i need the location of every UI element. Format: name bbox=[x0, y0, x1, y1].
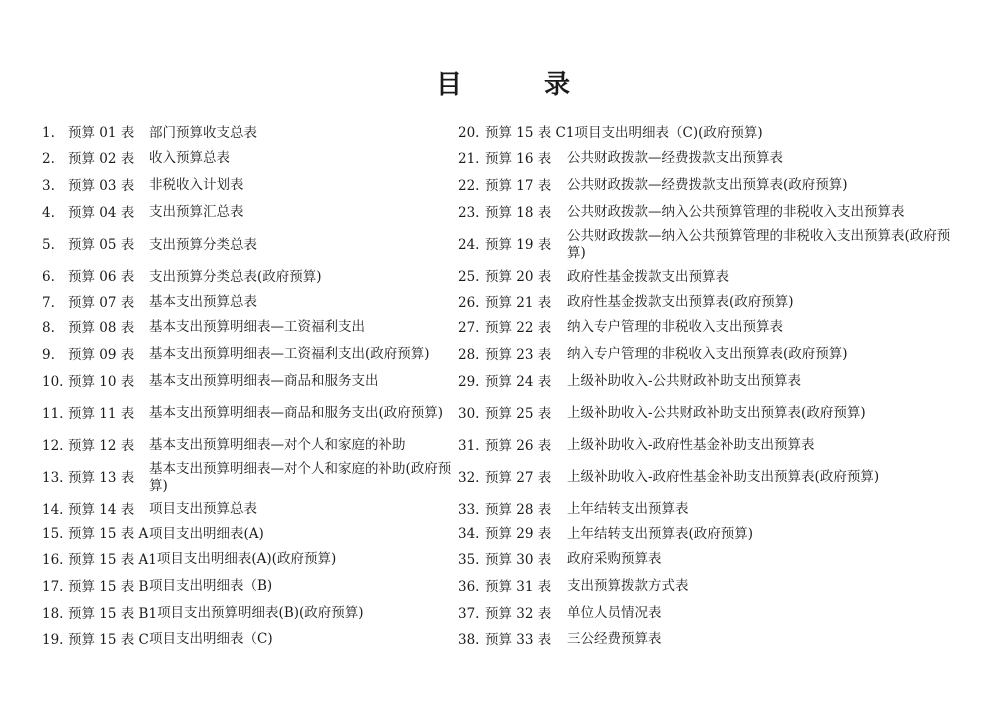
toc-entry-title: 支出预算分类总表 bbox=[149, 236, 257, 253]
toc-entry-title: 基本支出预算总表 bbox=[149, 294, 257, 310]
toc-entry-code: 预算 22 表 bbox=[485, 319, 552, 336]
toc-entry-title: 三公经费预算表 bbox=[567, 631, 662, 647]
toc-entry-title: 项目支出明细表（B) bbox=[149, 578, 273, 594]
toc-entry-number: 3. bbox=[42, 177, 55, 194]
toc-entry-code: 预算 29 表 bbox=[485, 526, 552, 542]
toc-entry bbox=[458, 199, 968, 226]
toc-entry-number: 5. bbox=[42, 237, 55, 253]
toc-entry-number: 1. bbox=[42, 125, 55, 141]
toc-entry bbox=[42, 315, 452, 340]
toc-entry bbox=[458, 226, 968, 264]
toc-entry-code: 预算 15 表 A bbox=[68, 526, 149, 542]
toc-entry-number: 17. bbox=[42, 578, 64, 595]
toc-entry bbox=[458, 264, 968, 290]
toc-entry-code: 预算 21 表 bbox=[485, 294, 552, 311]
toc-entry-title: 项目支出明细表（C)(政府预算) bbox=[574, 124, 763, 141]
toc-entry-number: 11. bbox=[42, 405, 64, 422]
toc-entry-title: 支出预算拨款方式表 bbox=[567, 578, 689, 594]
toc-entry-code: 预算 14 表 bbox=[68, 501, 135, 518]
toc-entry-code: 预算 03 表 bbox=[68, 177, 135, 194]
toc-entry-title: 公共财政拨款—经费拨款支出预算表(政府预算) bbox=[567, 177, 848, 193]
toc-entry-code: 预算 15 表 B bbox=[68, 578, 149, 595]
toc-entry-title: 上级补助收入-公共财政补助支出预算表(政府预算) bbox=[567, 405, 866, 421]
toc-entry bbox=[42, 458, 452, 497]
toc-entry bbox=[42, 145, 452, 172]
toc-entry-number: 22. bbox=[458, 177, 480, 194]
toc-entry-number: 23. bbox=[458, 204, 480, 221]
toc-entry-title: 上年结转支出预算表(政府预算) bbox=[567, 525, 754, 542]
toc-entry-number: 28. bbox=[458, 346, 480, 363]
toc-entry-code: 预算 01 表 bbox=[68, 125, 135, 141]
toc-entry-number: 19. bbox=[42, 631, 64, 648]
toc-entry-code: 预算 05 表 bbox=[68, 237, 135, 253]
toc-entry-title: 政府性基金拨款支出预算表 bbox=[567, 268, 729, 285]
toc-entry-number: 33. bbox=[458, 501, 480, 518]
toc-entry-title: 基本支出预算明细表—工资福利支出(政府预算) bbox=[149, 346, 430, 362]
toc-entry-number: 10. bbox=[42, 373, 64, 390]
toc-entry bbox=[458, 573, 968, 600]
toc-entry bbox=[42, 600, 452, 627]
toc-entry bbox=[458, 458, 968, 497]
toc-entry bbox=[458, 145, 968, 172]
toc-entry bbox=[42, 264, 452, 290]
toc-entry bbox=[42, 121, 452, 145]
toc-entry-code: 预算 16 表 bbox=[485, 150, 552, 167]
toc-entry-number: 14. bbox=[42, 501, 64, 518]
toc-entry-code: 预算 12 表 bbox=[68, 437, 135, 454]
toc-entry-title: 基本支出预算明细表—工资福利支出 bbox=[149, 319, 365, 335]
toc-entry bbox=[42, 433, 452, 458]
toc-entry bbox=[458, 315, 968, 340]
toc-entry-number: 25. bbox=[458, 269, 480, 285]
toc-entry-number: 37. bbox=[458, 605, 480, 622]
toc-entry-code: 预算 11 表 bbox=[68, 405, 135, 422]
toc-entry-number: 32. bbox=[458, 469, 480, 486]
toc-entry bbox=[458, 172, 968, 199]
toc-entry-code: 预算 33 表 bbox=[485, 631, 552, 648]
toc-entry-title: 基本支出预算明细表—对个人和家庭的补助 bbox=[149, 437, 406, 453]
toc-entry-number: 16. bbox=[42, 551, 64, 568]
toc-entry bbox=[458, 522, 968, 546]
toc-entry bbox=[42, 172, 452, 199]
toc-entry-number: 20. bbox=[458, 125, 480, 141]
toc-entry bbox=[42, 199, 452, 226]
toc-entry-title: 公共财政拨款—经费拨款支出预算表 bbox=[567, 150, 783, 166]
toc-entry bbox=[458, 627, 968, 652]
toc-entry bbox=[458, 369, 968, 394]
toc-entry-code: 预算 32 表 bbox=[485, 605, 552, 622]
toc-entry-number: 34. bbox=[458, 526, 480, 542]
toc-entry-code: 预算 28 表 bbox=[485, 501, 552, 518]
toc-entry-title: 基本支出预算明细表—商品和服务支出 bbox=[149, 373, 379, 389]
toc-entry-title: 部门预算收支总表 bbox=[149, 124, 257, 141]
toc-entry-code: 预算 18 表 bbox=[485, 204, 552, 221]
toc-entry-code: 预算 19 表 bbox=[485, 237, 552, 253]
toc-entry-number: 24. bbox=[458, 237, 480, 253]
toc-entry-code: 预算 06 表 bbox=[68, 269, 135, 285]
toc-entry bbox=[458, 290, 968, 315]
toc-entry-title: 项目支出明细表（C) bbox=[149, 631, 273, 647]
toc-entry-code: 预算 08 表 bbox=[68, 319, 135, 336]
toc-entry-title: 支出预算汇总表 bbox=[149, 204, 244, 220]
toc-entry-code: 预算 24 表 bbox=[485, 373, 552, 390]
toc-entry-number: 8. bbox=[42, 319, 55, 336]
toc-entry bbox=[458, 600, 968, 627]
toc-entry-code: 预算 02 表 bbox=[68, 150, 135, 167]
toc-entry-title: 公共财政拨款—纳入公共预算管理的非税收入支出预算表 bbox=[567, 204, 905, 220]
toc-entry-number: 35. bbox=[458, 551, 480, 568]
toc-column-right bbox=[458, 121, 968, 652]
toc-entry-number: 6. bbox=[42, 269, 55, 285]
toc-entry-title: 纳入专户管理的非税收入支出预算表 bbox=[567, 319, 783, 335]
toc-entry-number: 4. bbox=[42, 204, 55, 221]
toc-entry bbox=[458, 121, 968, 145]
toc-column-left bbox=[42, 121, 452, 652]
toc-entry bbox=[42, 627, 452, 652]
toc-entry-code: 预算 31 表 bbox=[485, 578, 552, 595]
toc-entry-code: 预算 09 表 bbox=[68, 346, 135, 363]
toc-entry-title: 项目支出预算总表 bbox=[149, 501, 257, 517]
toc-entry bbox=[42, 497, 452, 522]
toc-entry bbox=[42, 573, 452, 600]
toc-entry-code: 预算 15 表 C bbox=[68, 631, 149, 648]
toc-entry-title: 纳入专户管理的非税收入支出预算表(政府预算) bbox=[567, 346, 848, 362]
toc-entry-code: 预算 23 表 bbox=[485, 346, 552, 363]
toc-entry-title: 公共财政拨款—纳入公共预算管理的非税收入支出预算表(政府预算) bbox=[567, 228, 951, 261]
toc-entry-code: 预算 25 表 bbox=[485, 405, 552, 422]
toc-entry-title: 政府采购预算表 bbox=[567, 551, 662, 567]
toc-entry-code: 预算 07 表 bbox=[68, 294, 135, 311]
toc-entry-number: 2. bbox=[42, 150, 55, 167]
toc-entry-title: 上级补助收入-公共财政补助支出预算表 bbox=[567, 373, 802, 389]
page-title: 目 录 bbox=[435, 70, 598, 100]
toc-entry bbox=[42, 546, 452, 573]
toc-entry-number: 15. bbox=[42, 526, 64, 542]
toc-entry bbox=[42, 394, 452, 433]
toc-entry bbox=[42, 226, 452, 264]
toc-entry bbox=[458, 433, 968, 458]
toc-entry-number: 36. bbox=[458, 578, 480, 595]
toc-entry-number: 9. bbox=[42, 346, 55, 363]
toc-entry bbox=[42, 340, 452, 369]
toc-entry-code: 预算 15 表 A1 bbox=[68, 551, 157, 568]
toc-entry-title: 项目支出明细表(A) bbox=[149, 525, 264, 542]
toc-entry-number: 13. bbox=[42, 469, 64, 486]
toc-entry-code: 预算 15 表 B1 bbox=[68, 605, 158, 622]
toc-entry-code: 预算 17 表 bbox=[485, 177, 552, 194]
toc-entry-code: 预算 30 表 bbox=[485, 551, 552, 568]
toc-entry-title: 单位人员情况表 bbox=[567, 605, 662, 621]
toc-entry-code: 预算 20 表 bbox=[485, 269, 552, 285]
toc-entry bbox=[458, 340, 968, 369]
toc-entry-number: 21. bbox=[458, 150, 480, 167]
toc-entry-code: 预算 13 表 bbox=[68, 469, 135, 486]
toc-entry-number: 26. bbox=[458, 294, 480, 311]
toc-entry-number: 31. bbox=[458, 437, 480, 454]
toc-entry-code: 预算 27 表 bbox=[485, 469, 552, 486]
toc-entry-number: 29. bbox=[458, 373, 480, 390]
toc-entry-title: 政府性基金拨款支出预算表(政府预算) bbox=[567, 294, 794, 310]
toc-entry-number: 18. bbox=[42, 605, 64, 622]
toc-entry-title: 非税收入计划表 bbox=[149, 177, 244, 193]
toc-entry bbox=[458, 497, 968, 522]
toc-entry-number: 7. bbox=[42, 294, 55, 311]
toc-entry-code: 预算 10 表 bbox=[68, 373, 135, 390]
toc-entry-title: 收入预算总表 bbox=[149, 150, 230, 166]
toc-entry-code: 预算 26 表 bbox=[485, 437, 552, 454]
toc-entry-title: 基本支出预算明细表—商品和服务支出(政府预算) bbox=[149, 405, 444, 421]
toc-entry-title: 上年结转支出预算表 bbox=[567, 501, 689, 517]
toc-entry-number: 38. bbox=[458, 631, 480, 648]
toc-entry-title: 上级补助收入-政府性基金补助支出预算表(政府预算) bbox=[567, 469, 880, 485]
toc-entry-number: 12. bbox=[42, 437, 64, 454]
toc-entry bbox=[458, 546, 968, 573]
toc-entry bbox=[42, 522, 452, 546]
toc-entry-title: 支出预算分类总表(政府预算) bbox=[149, 268, 322, 285]
toc-entry-title: 项目支出预算明细表(B)(政府预算) bbox=[157, 605, 364, 621]
toc-entry bbox=[42, 369, 452, 394]
toc-entry bbox=[458, 394, 968, 433]
toc-entry-title: 基本支出预算明细表—对个人和家庭的补助(政府预算) bbox=[149, 460, 452, 494]
toc-entry-title: 项目支出明细表(A)(政府预算) bbox=[156, 551, 337, 567]
toc-entry bbox=[42, 290, 452, 315]
toc-entry-code: 预算 15 表 C1 bbox=[485, 125, 575, 141]
toc-entry-code: 预算 04 表 bbox=[68, 204, 135, 221]
toc-entry-number: 30. bbox=[458, 405, 480, 422]
toc-entry-number: 27. bbox=[458, 319, 480, 336]
toc-entry-title: 上级补助收入-政府性基金补助支出预算表 bbox=[567, 437, 815, 453]
